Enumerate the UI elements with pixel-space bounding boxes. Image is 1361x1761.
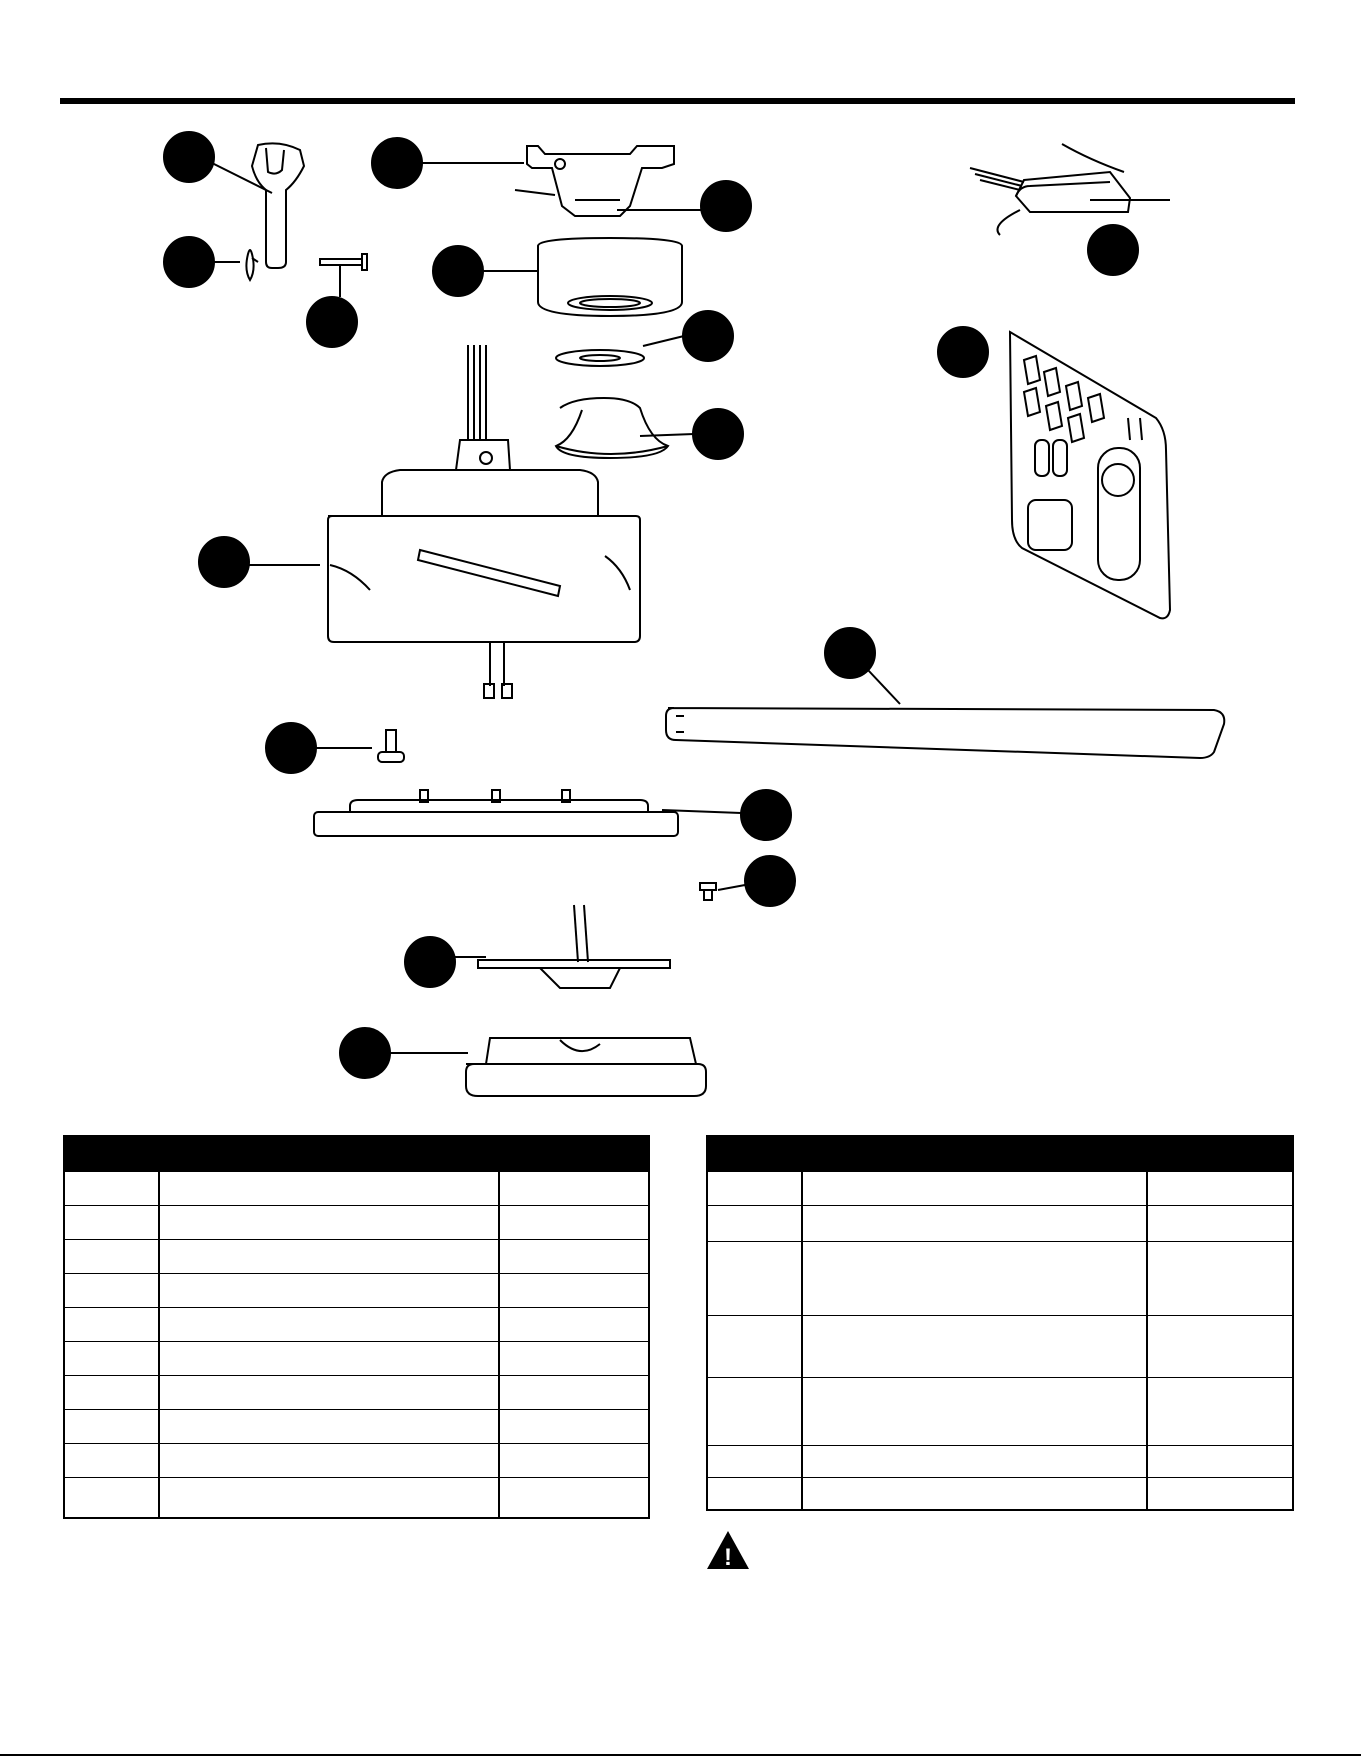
- callout-marker: [701, 181, 751, 231]
- table-cell: [707, 1378, 802, 1446]
- table-cell: [1147, 1242, 1293, 1316]
- parts-table-left: [63, 1135, 650, 1519]
- receiver-illustration: [970, 144, 1130, 235]
- callout-marker: [307, 297, 357, 347]
- warning-triangle-icon: [705, 1529, 751, 1571]
- clevis-pin-illustration: [320, 254, 367, 270]
- table-cell: [802, 1378, 1147, 1446]
- callout-marker: [433, 246, 483, 296]
- hardware-card-illustration: [1010, 332, 1170, 618]
- table-cell: [64, 1206, 159, 1240]
- table-cell: [64, 1274, 159, 1308]
- coupling-cover-illustration: [556, 398, 668, 458]
- table-row: [707, 1242, 1293, 1316]
- callout-marker: [340, 1028, 390, 1078]
- callout-marker: [164, 132, 214, 182]
- canopy-illustration: [538, 238, 682, 316]
- table-row: [64, 1342, 649, 1376]
- table-cell: [159, 1172, 499, 1206]
- small-screw-illustration: [700, 883, 716, 900]
- table-row: [64, 1240, 649, 1274]
- downrod-illustration: [252, 143, 304, 268]
- table-header-cell: [1147, 1136, 1293, 1172]
- callout-marker: [938, 327, 988, 377]
- table-row: [64, 1206, 649, 1240]
- table-cell: [499, 1478, 649, 1518]
- table-cell: [802, 1206, 1147, 1242]
- table-row: [64, 1308, 649, 1342]
- table-header-row: [707, 1136, 1293, 1172]
- table-cell: [499, 1240, 649, 1274]
- table-cell: [159, 1376, 499, 1410]
- table-cell: [499, 1206, 649, 1240]
- table-cell: [1147, 1378, 1293, 1446]
- table-cell: [159, 1342, 499, 1376]
- table-cell: [499, 1410, 649, 1444]
- bottom-rule: [0, 1754, 1361, 1756]
- led-module-illustration: [478, 905, 670, 988]
- table-cell: [64, 1478, 159, 1518]
- table-row: [707, 1446, 1293, 1478]
- table-cell: [499, 1308, 649, 1342]
- table-cell: [499, 1172, 649, 1206]
- callout-marker: [405, 937, 455, 987]
- table-cell: [159, 1444, 499, 1478]
- table-cell: [802, 1316, 1147, 1378]
- table-cell: [707, 1316, 802, 1378]
- table-row: [707, 1478, 1293, 1510]
- callout-marker: [693, 409, 743, 459]
- table-row: [707, 1378, 1293, 1446]
- light-kit-plate-illustration: [314, 790, 678, 836]
- table-cell: [1147, 1206, 1293, 1242]
- table-cell: [707, 1172, 802, 1206]
- callout-marker: [372, 138, 422, 188]
- table-cell: [64, 1410, 159, 1444]
- table-cell: [64, 1308, 159, 1342]
- callout-marker: [1088, 225, 1138, 275]
- callout-marker: [683, 311, 733, 361]
- table-cell: [802, 1478, 1147, 1510]
- table-cell: [159, 1240, 499, 1274]
- table-row: [64, 1172, 649, 1206]
- table-cell: [64, 1172, 159, 1206]
- table-cell: [499, 1274, 649, 1308]
- table-row: [707, 1172, 1293, 1206]
- table-cell: [1147, 1478, 1293, 1510]
- table-cell: [159, 1274, 499, 1308]
- table-row: [707, 1206, 1293, 1242]
- blade-screw-illustration: [378, 730, 404, 762]
- light-cover-illustration: [466, 1038, 706, 1096]
- table-cell: [802, 1172, 1147, 1206]
- table-cell: [707, 1446, 802, 1478]
- table-cell: [159, 1410, 499, 1444]
- table-header-cell: [499, 1136, 649, 1172]
- table-cell: [1147, 1446, 1293, 1478]
- table-cell: [802, 1242, 1147, 1316]
- callout-marker: [745, 856, 795, 906]
- parts-table-right: [706, 1135, 1294, 1511]
- table-cell: [1147, 1316, 1293, 1378]
- table-cell: [64, 1240, 159, 1274]
- table-cell: [802, 1446, 1147, 1478]
- table-cell: [499, 1444, 649, 1478]
- table-row: [64, 1444, 649, 1478]
- table-cell: [64, 1376, 159, 1410]
- table-header-row: [64, 1136, 649, 1172]
- warning-mark: !: [724, 1544, 732, 1571]
- table-header-cell: [159, 1136, 499, 1172]
- table-header-cell: [64, 1136, 159, 1172]
- ring-illustration: [556, 350, 644, 366]
- table-cell: [707, 1478, 802, 1510]
- mounting-bracket-illustration: [515, 146, 674, 216]
- table-cell: [159, 1206, 499, 1240]
- callout-marker: [199, 537, 249, 587]
- table-cell: [499, 1342, 649, 1376]
- table-row: [64, 1376, 649, 1410]
- table-row: [64, 1478, 649, 1518]
- hairpin-clip-illustration: [246, 250, 258, 280]
- table-cell: [64, 1444, 159, 1478]
- table-row: [707, 1316, 1293, 1378]
- callout-markers: [164, 132, 1170, 1078]
- table-cell: [159, 1308, 499, 1342]
- table-header-cell: [707, 1136, 802, 1172]
- callout-marker: [741, 790, 791, 840]
- table-cell: [707, 1242, 802, 1316]
- table-row: [64, 1410, 649, 1444]
- callout-marker: [164, 237, 214, 287]
- table-cell: [159, 1478, 499, 1518]
- table-row: [64, 1274, 649, 1308]
- table-cell: [64, 1342, 159, 1376]
- fan-blade-illustration: [666, 708, 1224, 758]
- table-cell: [1147, 1172, 1293, 1206]
- table-cell: [499, 1376, 649, 1410]
- table-header-cell: [802, 1136, 1147, 1172]
- table-cell: [707, 1206, 802, 1242]
- callout-marker: [266, 723, 316, 773]
